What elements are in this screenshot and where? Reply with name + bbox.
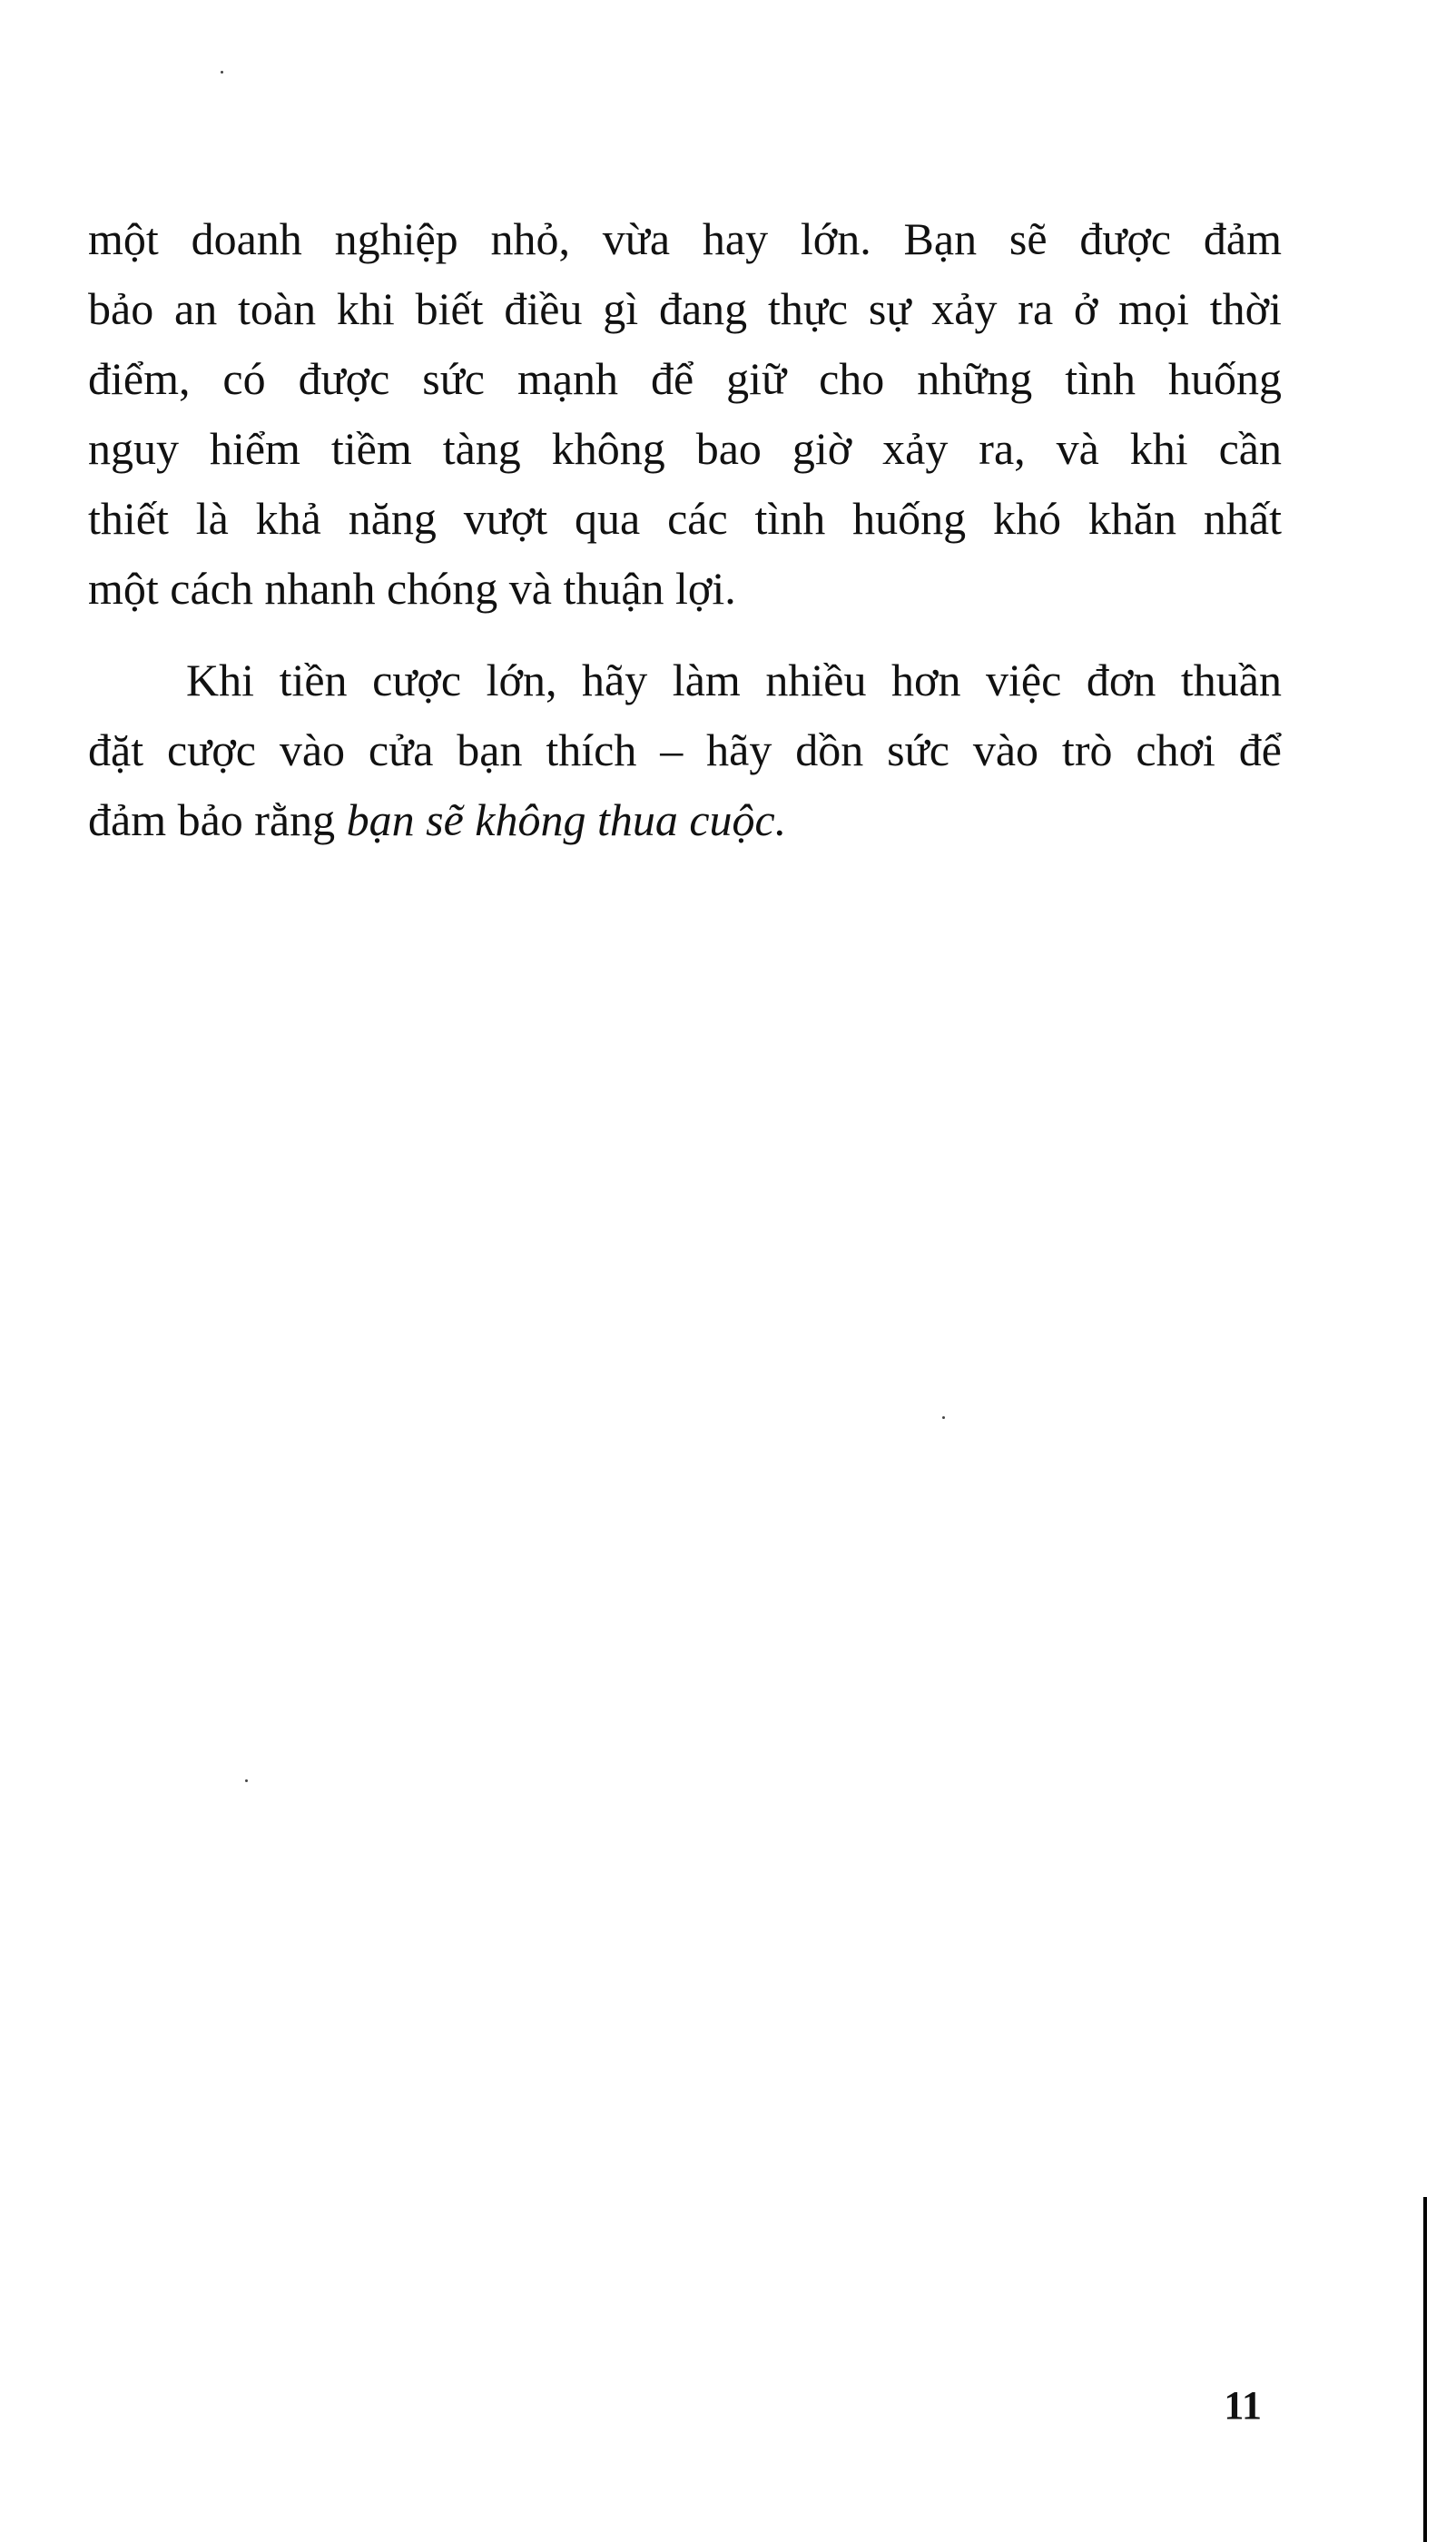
scan-speck <box>942 1416 945 1419</box>
paragraph-line: thiết là khả năng vượt qua các tình huống khó khăn nhất <box>88 493 1282 544</box>
paragraph-gap <box>88 624 1282 645</box>
paragraph-line: Khi tiền cược lớn, hãy làm nhiều hơn việc đơn thuần <box>186 655 1282 705</box>
paragraph-2 <box>88 645 1282 855</box>
scan-speck <box>245 1779 248 1782</box>
page-number: 11 <box>1224 2383 1262 2428</box>
paragraph-line-final <box>88 785 1282 855</box>
body-text <box>88 204 1282 855</box>
scan-speck <box>221 71 223 74</box>
paragraph-line: điểm, có được sức mạnh để giữ cho những tình huống <box>88 353 1282 404</box>
final-line-prefix: đảm bảo rằng <box>88 794 347 845</box>
paragraph-line: một doanh nghiệp nhỏ, vừa hay lớn. Bạn sẽ được đảm <box>88 213 1282 264</box>
final-line-emphasis: bạn sẽ không thua cuộc. <box>346 794 787 845</box>
paragraph-1 <box>88 204 1282 624</box>
paragraph-line: bảo an toàn khi biết điều gì đang thực sự xảy ra ở mọi thời <box>88 283 1282 334</box>
paragraph-line: đặt cược vào cửa bạn thích – hãy dồn sức vào trò chơi để <box>88 724 1282 775</box>
scan-edge-shadow <box>1423 2197 1427 2542</box>
paragraph-line: một cách nhanh chóng và thuận lợi. <box>88 563 736 614</box>
paragraph-line: nguy hiểm tiềm tàng không bao giờ xảy ra, và khi cần <box>88 423 1282 474</box>
